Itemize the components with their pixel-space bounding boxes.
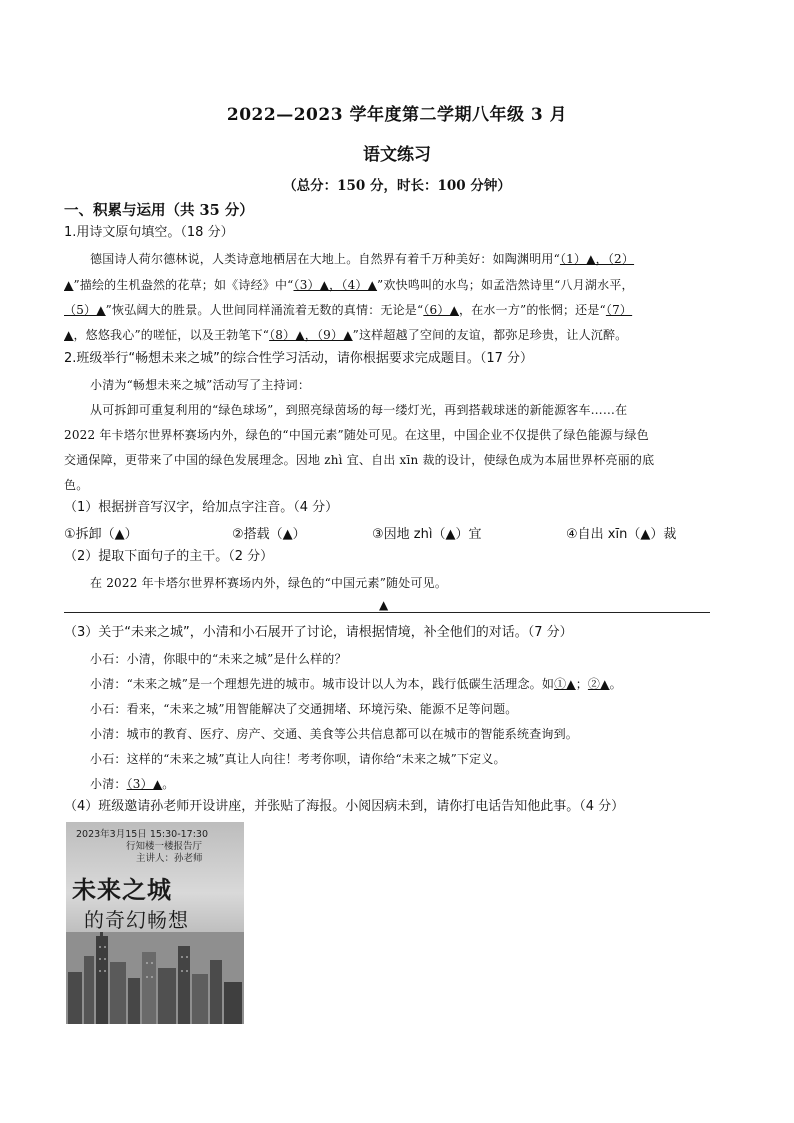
dialogue-blank: （3）▲: [126, 777, 163, 791]
q1-prompt: 1.用诗文原句填空。（18 分）: [64, 225, 234, 240]
q1-text: ，在水一方”的怅惘；还是“: [459, 303, 606, 317]
q1-line-1: [90, 250, 634, 268]
dialogue-text: ；: [575, 677, 588, 691]
poster-place: 行知楼一楼报告厅: [126, 841, 203, 852]
poster-title-1: 未来之城: [72, 876, 172, 904]
option-4: ④自出 xīn（▲）裁: [566, 527, 677, 542]
dialogue-text: 小清：“未来之城”是一个理想先进的城市。城市设计以人为本，践行低碳生活理念。如: [90, 677, 555, 691]
q1-blank: ▲: [64, 278, 74, 292]
q2-intro: 小清为“畅想未来之城”活动写了主持词：: [90, 378, 311, 392]
dialogue-line-4: 小清：城市的教育、医疗、房产、交通、美食等公共信息都可以在城市的智能系统查询到。: [90, 727, 579, 741]
poster-date: 2023年3月15日 15:30-17:30: [76, 829, 209, 840]
q2-paragraph-line-3: 交通保障，更带来了中国的绿色发展理念。因地 zhì 宜、自出 xīn 裁的设计，使绿色成为本届世界杯亮丽的底: [64, 453, 655, 467]
q1-text: ”欢快鸣叫的水鸟；如孟浩然诗里“八月湖水平，: [377, 278, 634, 292]
q1-blank: （6）▲: [423, 303, 460, 317]
q2-sub2-sentence: 在 2022 年卡塔尔世界杯赛场内外，绿色的“中国元素”随处可见。: [90, 576, 448, 590]
q1-text: ”这样超越了空间的友谊，都弥足珍贵，让人沉醉。: [352, 328, 628, 342]
dialogue-line-6: [90, 775, 174, 793]
exam-subtitle: 语文练习: [363, 145, 431, 165]
answer-mark: ▲: [379, 598, 389, 612]
q1-line-4: [64, 326, 627, 344]
q1-blank: （7）: [605, 303, 633, 317]
option-2: ②搭载（▲）: [232, 527, 306, 542]
skyline-illustration: [66, 932, 244, 1024]
q1-text: ，悠悠我心”的嗟怔，以及王勃笔下“: [73, 328, 270, 342]
dialogue-line-1: 小石：小清，你眼中的“未来之城”是什么样的？: [90, 652, 347, 666]
dialogue-line-5: 小石：这样的“未来之城”真让人向往！考考你呗，请你给“未来之城”下定义。: [90, 752, 506, 766]
q1-text: 德国诗人荷尔德林说，人类诗意地栖居在大地上。自然界有着千万种美好：如陶渊明用“: [90, 252, 560, 266]
q1-blank: （1）▲，（2）: [559, 252, 635, 266]
q2-prompt: 2.班级举行“畅想未来之城”的综合性学习活动，请你根据要求完成题目。（17 分）: [64, 351, 534, 366]
dialogue-line-3: 小石：看来，“未来之城”用智能解决了交通拥堵、环境污染、能源不足等问题。: [90, 702, 518, 716]
q1-line-2: [64, 276, 634, 294]
poster-title-2: 的奇幻畅想: [84, 908, 189, 932]
q1-line-3: [64, 301, 632, 319]
q2-sub2-prompt: （2）提取下面句子的主干。（2 分）: [64, 549, 274, 564]
exam-score-info: （总分：150 分，时长：100 分钟）: [283, 178, 511, 194]
q1-text: ”恢弘阔大的胜景。人世间同样涌流着无数的真情：无论是“: [105, 303, 424, 317]
q1-blank: ▲: [64, 328, 74, 342]
dialogue-text: 。: [609, 677, 622, 691]
poster-host: 主讲人：孙老师: [136, 853, 203, 864]
option-1: ①拆卸（▲）: [64, 527, 138, 542]
q2-paragraph-line-1: 从可拆卸可重复利用的“绿色球场”，到照亮绿茵场的每一缕灯光，再到搭载球迷的新能源客车……在: [90, 403, 628, 417]
q2-paragraph-line-2: 2022 年卡塔尔世界杯赛场内外，绿色的“中国元素”随处可见。在这里，中国企业不仅提供了绿色能源与绿色: [64, 428, 649, 442]
lecture-poster-image: [66, 822, 244, 1024]
q1-blank: （3）▲，（4）▲: [293, 278, 378, 292]
q2-sub1-prompt: （1）根据拼音写汉字，给加点字注音。（4 分）: [64, 500, 339, 515]
q2-paragraph-line-4: 色。: [64, 478, 89, 492]
q2-sub4-prompt: （4）班级邀请孙老师开设讲座，并张贴了海报。小阅因病未到，请你打电话告知他此事。（4 分）: [64, 799, 625, 814]
dialogue-blank: ②▲: [587, 677, 610, 691]
section-heading: 一、积累与运用（共 35 分）: [64, 202, 254, 219]
exam-title: 2022—2023 学年度第二学期八年级 3 月: [226, 105, 568, 125]
dialogue-line-2: [90, 675, 622, 693]
dialogue-text: 小清：: [90, 777, 127, 791]
q1-blank: （5）▲: [64, 303, 106, 317]
q1-blank: （8）▲，（9）▲: [269, 328, 353, 342]
dialogue-blank: ①▲: [554, 677, 576, 691]
dialogue-text: 。: [162, 777, 175, 791]
q1-text: ”描绘的生机盎然的花草；如《诗经》中“: [73, 278, 294, 292]
option-3: ③因地 zhì（▲）宜: [372, 527, 482, 542]
q2-sub3-prompt: （3）关于“未来之城”，小清和小石展开了讨论，请根据情境，补全他们的对话。（7 分）: [64, 625, 573, 640]
answer-line[interactable]: [64, 612, 710, 613]
